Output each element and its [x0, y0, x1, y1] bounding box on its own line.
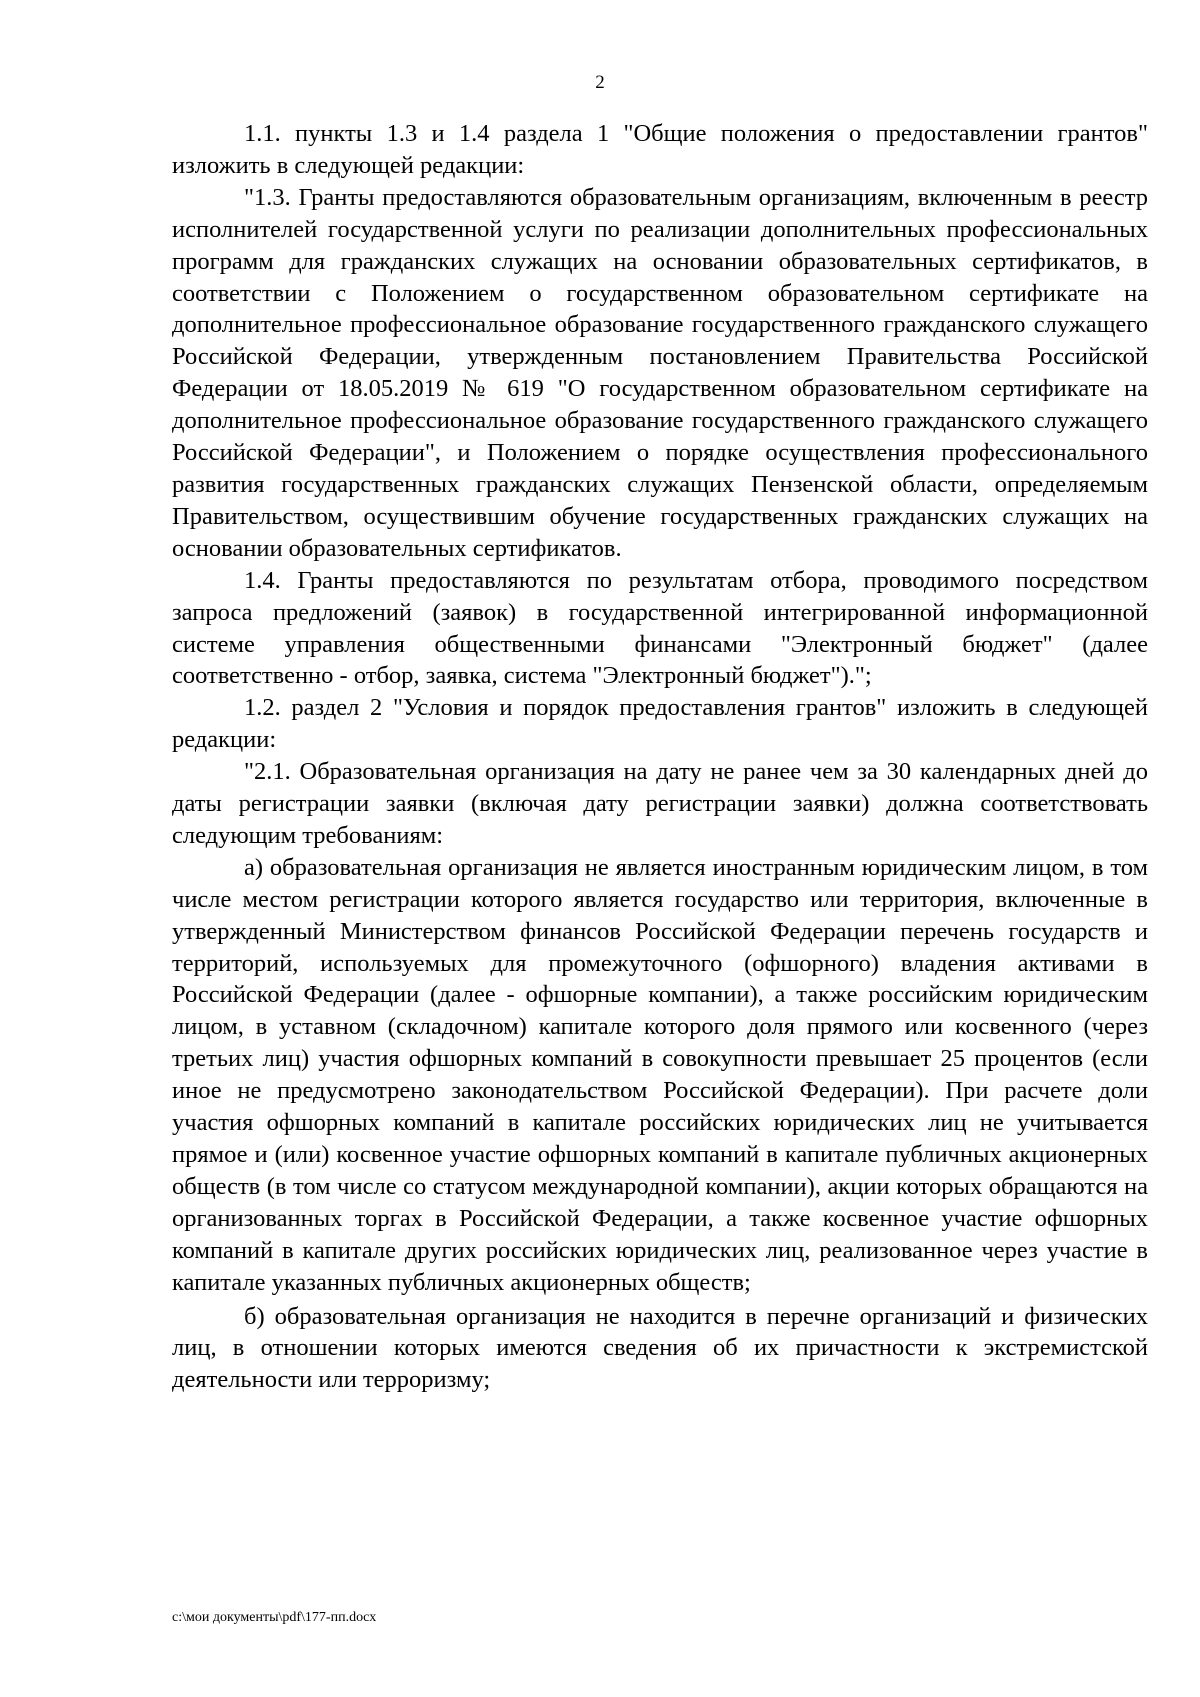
paragraph-item-b: б) образовательная организация не находится в перечне организаций и физических лиц, в отношении которых имеются сведения об их причастности к экстремистской деятельности или терроризму; — [172, 1302, 1148, 1394]
footer-file-path: c:\мои документы\pdf\177-пп.docx — [172, 1610, 377, 1625]
paragraph-1-3: "1.3. Гранты предоставляются образовательным организациям, включенным в реестр исполнителей государственной услуги по реализации дополнительных профессиональных программ для гражданских служащих на основании образовательных сертификатов, в соответствии с Положением о государственном образовательном сертификате на дополнительное профессиональное образование государственного гражданского служащего Российской Федерации, утвержденным постановлением Правительства Российской Федерации от 18.05.2019 № 619 "О государственном образовательном сертификате на дополнительное профессиональное образование государственного гражданского служащего Российской Федерации", и Положением о порядке осуществления профессионального развития государственных гражданских служащих Пензенской области, определяемым Правительством, осуществившим обучение государственных гражданских служащих на основании образовательных сертификатов. — [172, 183, 1148, 562]
paragraph-2-1: "2.1. Образовательная организация на дату не ранее чем за 30 календарных дней до даты регистрации заявки (включая дату регистрации заявки) должна соответствовать следующим требованиям: — [172, 758, 1148, 849]
paragraph-1-4: 1.4. Гранты предоставляются по результатам отбора, проводимого посредством запроса предложений (заявок) в государственной интегрированной информационной системе управления общественными финансами "Электронный бюджет" (далее соответственно - отбор, заявка, система "Электронный бюджет")."; — [172, 566, 1148, 690]
paragraph-item-a: а) образовательная организация не является иностранным юридическим лицом, в том числе местом регистрации которого является государство или территория, включенные в утвержденный Министерством финансов Российской Федерации перечень государств и территорий, используемых для промежуточного (офшорного) владения активами в Российской Федерации (далее - офшорные компании), а также российским юридическим лицом, в уставном (складочном) капитале которого доля прямого или косвенного (через третьих лиц) участия офшорных компаний в совокупности превышает 25 процентов (если иное не предусмотрено законодательством Российской Федерации). При расчете доли участия офшорных компаний в капитале российских юридических лиц не учитывается прямое и (или) косвенное участие офшорных компаний в капитале публичных акционерных обществ (в том числе со статусом международной компании), акции которых обращаются на организованных торгах в Российской Федерации, а также косвенное участие офшорных компаний в капитале других российских юридических лиц, реализованное через участие в капитале указанных публичных акционерных обществ; — [172, 853, 1148, 1296]
document-body — [172, 118, 1148, 1396]
page-number: 2 — [595, 72, 605, 93]
paragraph-1-1: 1.1. пункты 1.3 и 1.4 раздела 1 "Общие положения о предоставлении грантов" изложить в следующей редакции: — [172, 120, 1148, 179]
paragraph-1-2: 1.2. раздел 2 "Условия и порядок предоставления грантов" изложить в следующей редакции: — [172, 694, 1148, 754]
